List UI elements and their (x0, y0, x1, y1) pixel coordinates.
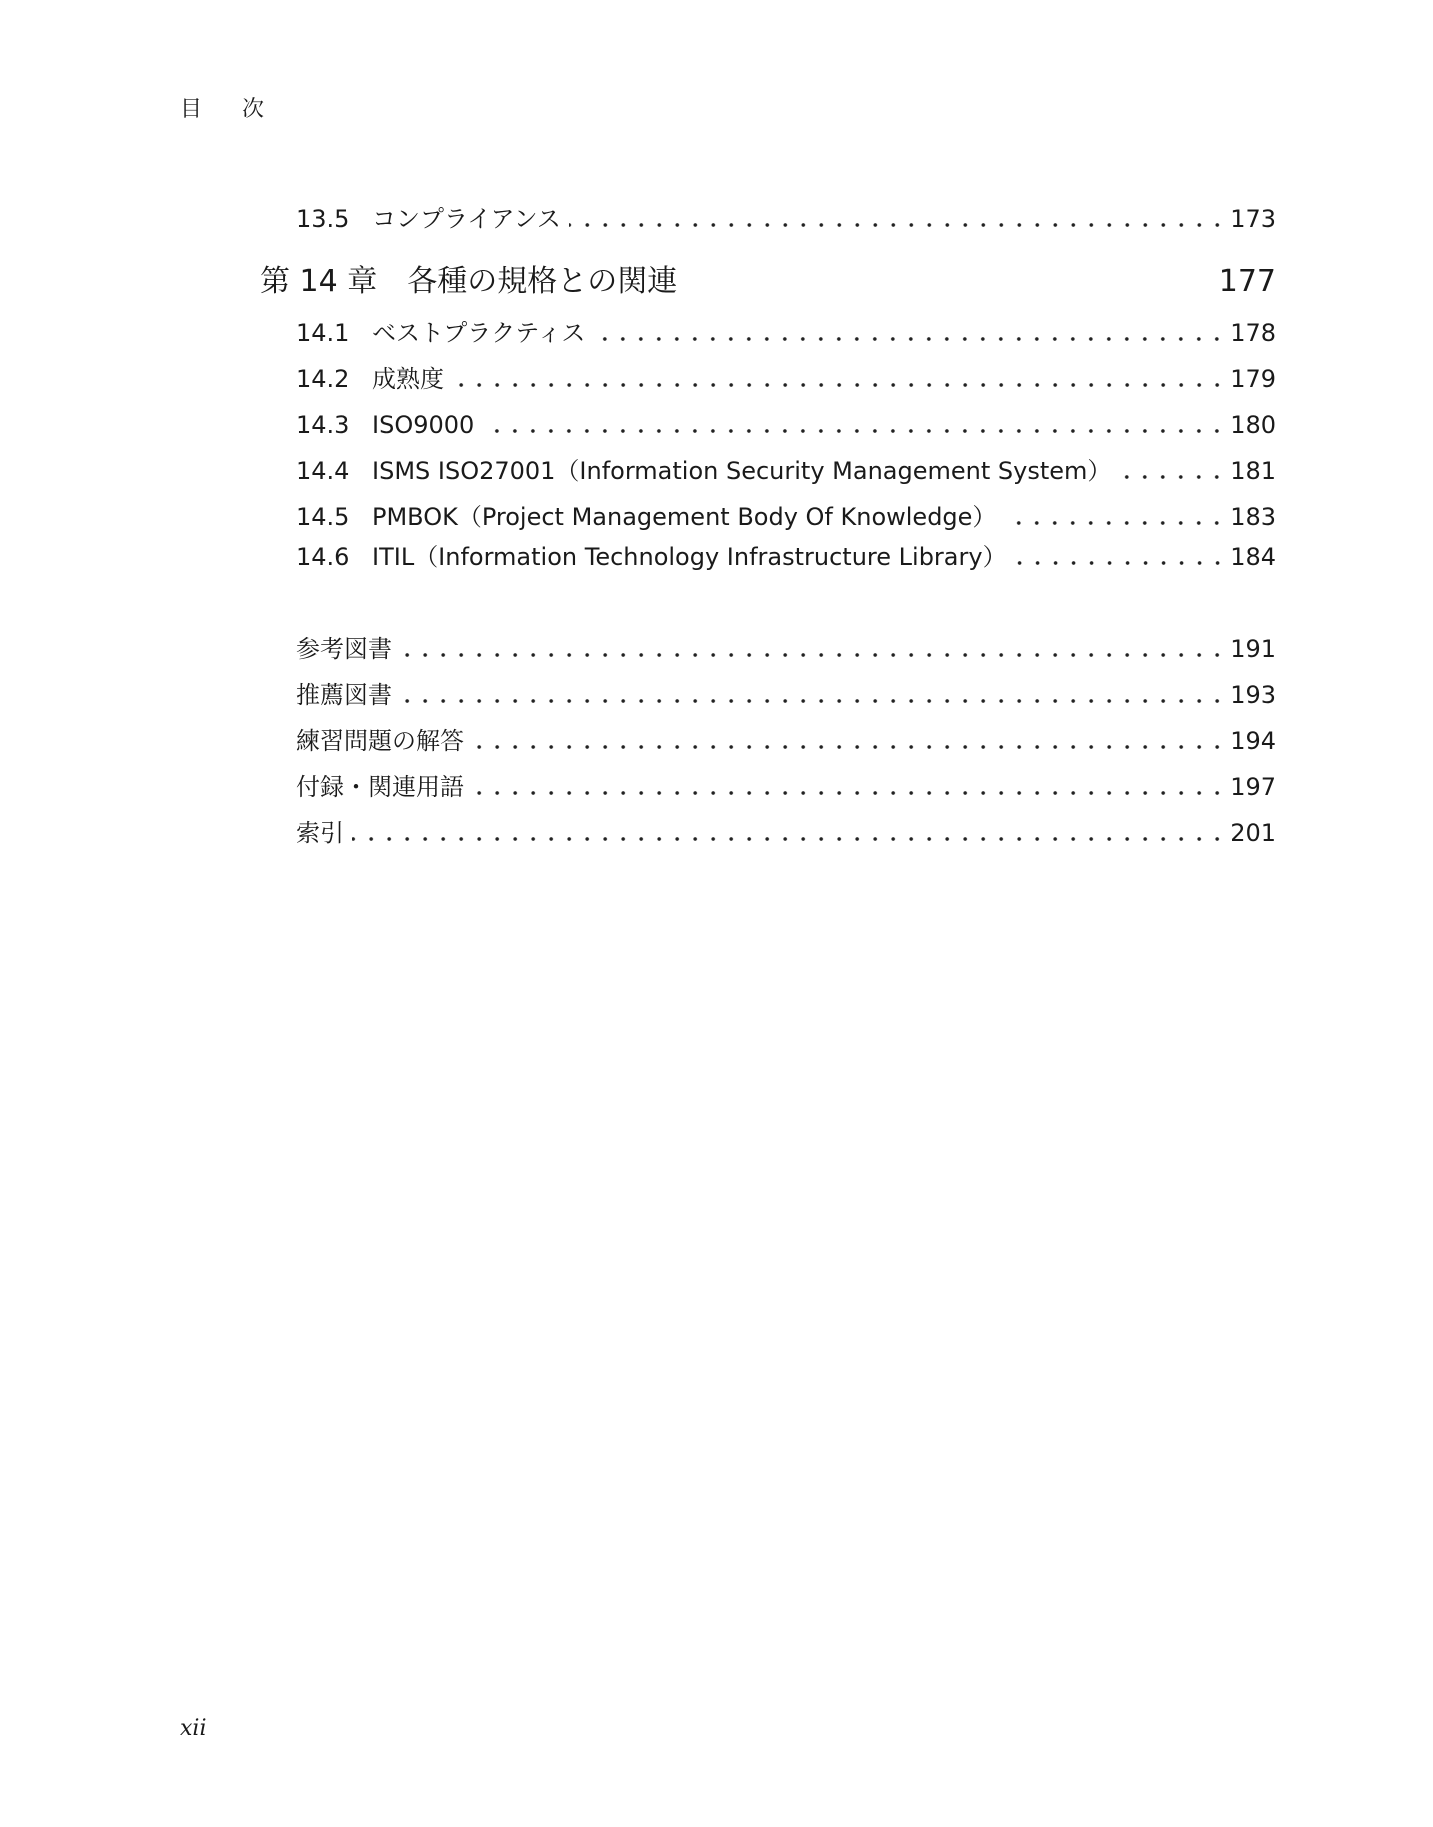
chapter-label: 第 14 章 (260, 264, 378, 299)
dot-leader (400, 652, 1226, 658)
dot-leader (452, 382, 1226, 388)
dot-leader (482, 428, 1226, 434)
section-number: 14.6 (296, 543, 350, 571)
toc-entry-14-4[interactable] (296, 454, 1276, 488)
page-number: 183 (1230, 503, 1276, 531)
toc-chapter-14[interactable] (260, 262, 1276, 302)
section-number: 13.5 (296, 205, 350, 233)
section-number: 14.4 (296, 457, 350, 485)
section-number: 14.2 (296, 365, 350, 393)
section-number: 14.3 (296, 411, 350, 439)
section-title: PMBOK（Project Management Body Of Knowledge） (372, 503, 997, 531)
dot-leader (472, 744, 1226, 750)
section-title: コンプライアンス (372, 205, 561, 233)
back-matter-title: 索引 (296, 819, 344, 847)
toc-entry-exercise-answers[interactable] (296, 724, 1276, 758)
page-number: 173 (1230, 205, 1276, 233)
section-number: 14.5 (296, 503, 350, 531)
toc-entry-14-1[interactable] (296, 316, 1276, 350)
dot-leader (593, 336, 1226, 342)
page-number: 178 (1230, 319, 1276, 347)
page-number: 201 (1230, 819, 1276, 847)
dot-leader (1119, 474, 1226, 480)
back-matter-title: 練習問題の解答 (296, 727, 464, 755)
page-number: 193 (1230, 681, 1276, 709)
toc-entry-14-5[interactable] (296, 500, 1276, 534)
dot-leader (352, 836, 1226, 842)
page-number: 181 (1230, 457, 1276, 485)
toc-entry-13-5[interactable] (296, 202, 1276, 236)
toc-entry-index[interactable] (296, 816, 1276, 850)
page-number: 180 (1230, 411, 1276, 439)
dot-leader (569, 222, 1226, 228)
page-number: 194 (1230, 727, 1276, 755)
section-title: 成熟度 (372, 365, 444, 393)
chapter-title: 各種の規格との関連 (407, 264, 678, 299)
dot-leader (472, 790, 1226, 796)
toc-entry-14-6[interactable] (296, 540, 1276, 574)
toc-entry-recommended-books[interactable] (296, 678, 1276, 712)
page-number: 197 (1230, 773, 1276, 801)
back-matter-title: 参考図書 (296, 635, 392, 663)
toc-entry-14-2[interactable] (296, 362, 1276, 396)
dot-leader (1004, 520, 1226, 526)
page-number: 191 (1230, 635, 1276, 663)
page-number: 184 (1230, 543, 1276, 571)
section-title: ISO9000 (372, 411, 475, 439)
dot-leader (400, 698, 1226, 704)
section-number: 14.1 (296, 319, 350, 347)
running-head: 目次 (180, 97, 305, 122)
page-number: 179 (1230, 365, 1276, 393)
section-title: ベストプラクティス (372, 319, 586, 347)
chapter-page-number: 177 (1218, 264, 1276, 299)
dot-leader (1015, 560, 1227, 566)
section-title: ITIL（Information Technology Infrastructure Library） (372, 543, 1007, 571)
back-matter-title: 推薦図書 (296, 681, 392, 709)
section-title: ISMS ISO27001（Information Security Management System） (372, 457, 1112, 485)
toc-entry-appendix-glossary[interactable] (296, 770, 1276, 804)
folio-page-number: xii (180, 1716, 207, 1741)
toc-entry-14-3[interactable] (296, 408, 1276, 442)
back-matter-title: 付録・関連用語 (296, 773, 464, 801)
toc-entry-references[interactable] (296, 632, 1276, 666)
